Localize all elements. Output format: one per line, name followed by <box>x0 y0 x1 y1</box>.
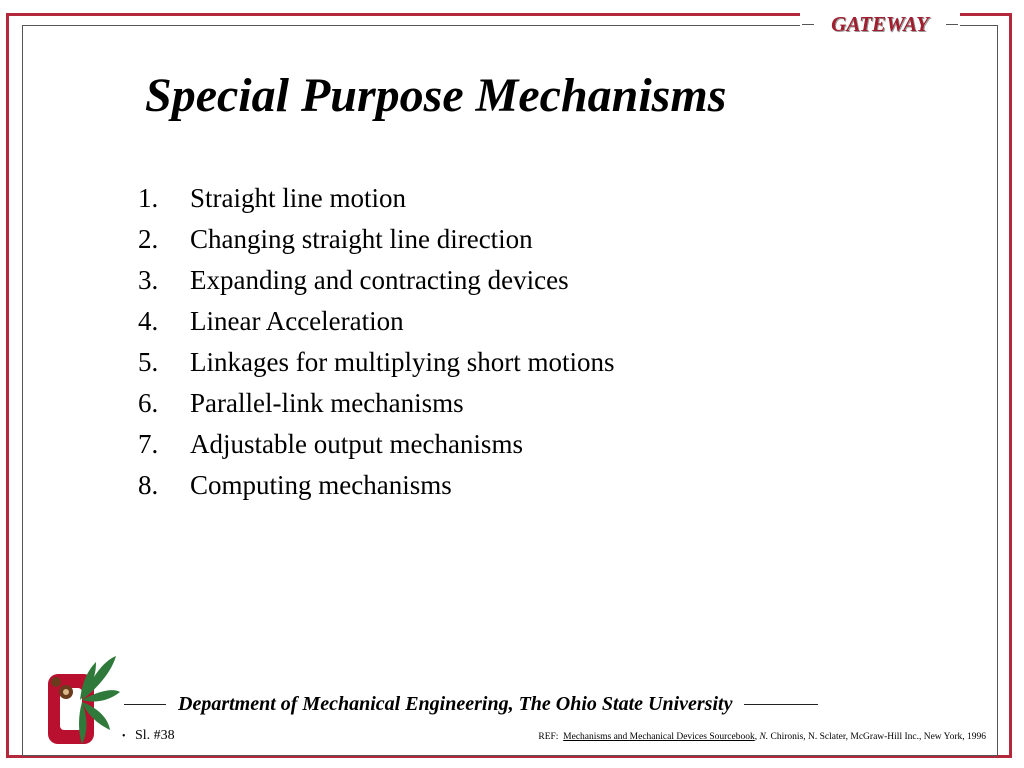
topic-item-text: Parallel-link mechanisms <box>190 388 464 418</box>
topic-item-text: Expanding and contracting devices <box>190 265 569 295</box>
topic-item <box>138 424 614 465</box>
ref-book-title: Mechanisms and Mechanical Devices Sourcebook <box>563 732 755 742</box>
topic-item-number: 2. <box>138 224 159 254</box>
topic-item-number: 1. <box>138 183 159 213</box>
topic-item <box>138 260 614 301</box>
topic-item-number: 8. <box>138 470 159 500</box>
reference-citation <box>538 732 986 742</box>
footer-bullet: • <box>122 731 126 742</box>
slide-number: Sl. #38 <box>135 728 175 743</box>
slide-title: Special Purpose Mechanisms <box>145 69 727 122</box>
topic-item-number: 3. <box>138 265 159 295</box>
gateway-brand: GATEWAY <box>800 11 960 37</box>
topic-item-text: Straight line motion <box>190 183 406 213</box>
topic-item <box>138 465 614 506</box>
topic-list <box>138 178 614 506</box>
topic-item-number: 7. <box>138 429 159 459</box>
topic-item-text: Changing straight line direction <box>190 224 533 254</box>
topic-item-text: Adjustable output mechanisms <box>190 429 523 459</box>
ref-authors: Chironis, N. Sclater, McGraw-Hill Inc., New York, 1996 <box>770 732 986 742</box>
topic-item-number: 6. <box>138 388 159 418</box>
ohio-state-buckeye-logo-icon <box>42 652 122 750</box>
topic-item-text: Linear Acceleration <box>190 306 404 336</box>
topic-item <box>138 301 614 342</box>
footer-rule-left <box>124 704 166 705</box>
topic-item <box>138 219 614 260</box>
ref-initial: N. <box>759 732 769 742</box>
ref-separator: , <box>754 732 758 742</box>
footer-department-row <box>124 690 982 718</box>
topic-item <box>138 178 614 219</box>
footer-rule-right <box>744 704 818 705</box>
ref-prefix: REF: <box>538 732 559 742</box>
topic-item-text: Computing mechanisms <box>190 470 452 500</box>
topic-item-number: 4. <box>138 306 159 336</box>
topic-item-number: 5. <box>138 347 159 377</box>
topic-item <box>138 342 614 383</box>
department-name: Department of Mechanical Engineering, The Ohio State University <box>178 692 733 715</box>
topic-item-text: Linkages for multiplying short motions <box>190 347 615 377</box>
topic-item <box>138 383 614 424</box>
